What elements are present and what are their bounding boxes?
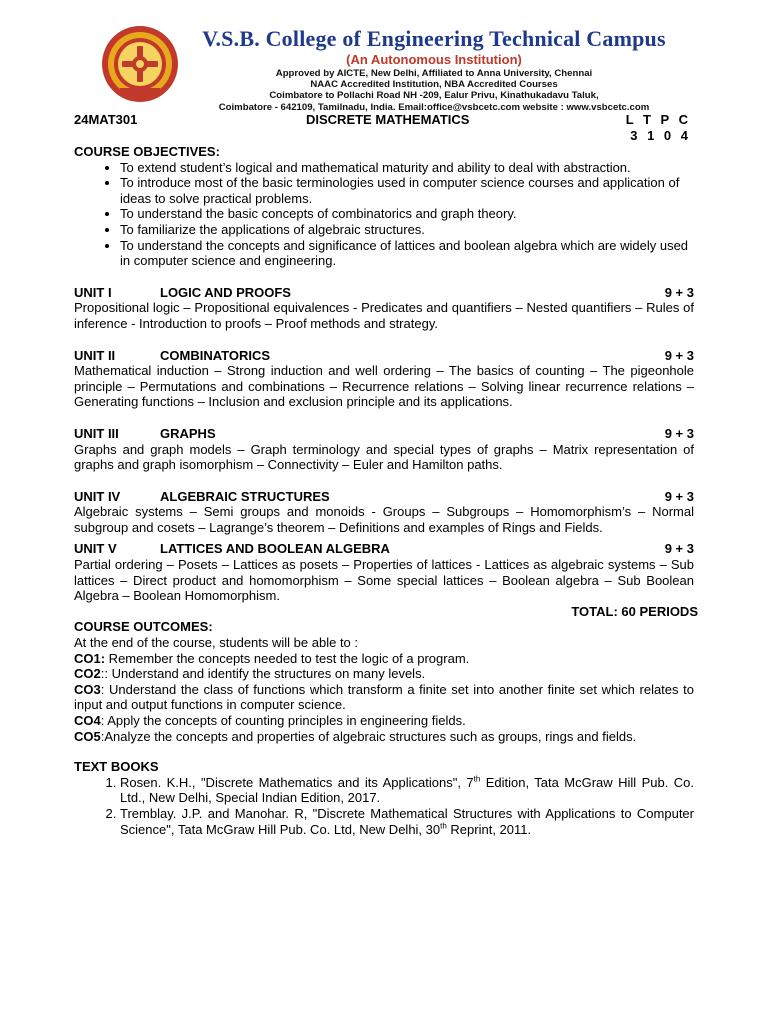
unit-heading xyxy=(74,426,694,442)
unit-hours: 9 + 3 xyxy=(664,541,694,557)
book-text: Tremblay. J.P. and Manohar. R, "Discrete Mathematical Structures with Applications to Computer Science", Tata McGraw Hill Pub. Co. Ltd, New Delhi, 30 xyxy=(120,805,694,837)
objectives-heading: COURSE OBJECTIVES: xyxy=(74,144,220,159)
course-title: DISCRETE MATHEMATICS xyxy=(306,112,470,127)
unit-heading xyxy=(74,541,694,557)
outcome-text: : Understand the class of functions which transform a finite set into another finite set which relates to input and output functions in computer science. xyxy=(74,681,694,713)
outcome-item xyxy=(74,682,694,713)
college-logo xyxy=(100,24,180,104)
list-item: • To understand the basic concepts of combinatorics and graph theory. xyxy=(120,206,694,222)
unit-hours: 9 + 3 xyxy=(664,488,694,504)
unit-number: UNIT I xyxy=(74,284,112,300)
unit-name: ALGEBRAIC STRUCTURES xyxy=(160,488,330,504)
unit-number: UNIT V xyxy=(74,541,117,557)
book-sup: th xyxy=(440,821,447,831)
unit-name: COMBINATORICS xyxy=(160,347,271,363)
unit-number: UNIT IV xyxy=(74,488,121,504)
syllabus-content xyxy=(74,112,698,837)
unit-name: LATTICES AND BOOLEAN ALGEBRA xyxy=(160,541,390,557)
outcome-text: : Apply the concepts of counting principles in engineering fields. xyxy=(100,713,466,728)
list-item xyxy=(120,775,694,806)
course-header-row xyxy=(74,112,694,128)
unit-content: Partial ordering – Posets – Lattices as posets – Properties of lattices - Lattices as algebraic systems – Sub lattices – Direct product and homomorphism – Some special lattices – Boolean algebra – Sub Boolean Algebra – Boolean Homomorphism. xyxy=(74,557,694,604)
outcome-label: CO1: xyxy=(74,650,106,666)
unit-heading xyxy=(74,285,694,301)
ltpc-values: 3 1 0 4 xyxy=(630,128,688,143)
book-text: Rosen. K.H., "Discrete Mathematics and its Applications", 7 xyxy=(120,774,474,790)
header-line: Coimbatore to Pollachi Road NH -209, Ealur Privu, Kinathukadavu Taluk, xyxy=(269,90,599,102)
outcomes-heading: COURSE OUTCOMES: xyxy=(74,619,213,635)
total-periods: TOTAL: 60 PERIODS xyxy=(571,603,698,619)
list-item: • To familiarize the applications of algebraic structures. xyxy=(120,222,694,238)
book-sup: th xyxy=(473,774,481,784)
textbooks-heading: TEXT BOOKS xyxy=(74,759,159,775)
unit-content: Mathematical induction – Strong induction and well ordering – The basics of counting – The pigeonhole principle – Permutations and combinations – Recurrence relations – Solving linear recurrence relations – Generating functions – Inclusion and exclusion principle and its applications. xyxy=(74,363,694,410)
outcome-item xyxy=(74,666,694,682)
list-item: • To understand the concepts and significance of lattices and boolean algebra which are widely used in computer science and engineering. xyxy=(120,238,694,269)
list-item xyxy=(120,806,694,837)
unit-content: Algebraic systems – Semi groups and monoids - Groups – Subgroups – Homomorphism’s – Normal subgroup and cosets – Lagrange’s theorem – Definitions and examples of Rings and Fields. xyxy=(74,504,694,535)
autonomous-tag: (An Autonomous Institution) xyxy=(346,52,522,67)
outcome-text: :Analyze the concepts and properties of algebraic structures such as groups, rings and fields. xyxy=(100,728,637,744)
ltpc-values-row xyxy=(74,128,694,144)
outcome-label: CO5 xyxy=(74,728,101,744)
unit-name: LOGIC AND PROOFS xyxy=(160,284,291,300)
book-text: Edition, Tata McGraw Hill Pub. Co. Ltd., New Delhi, Special Indian Edition, 2017. xyxy=(120,774,694,806)
unit-number: UNIT II xyxy=(74,347,116,363)
unit-content: Propositional logic – Propositional equivalences - Predicates and quantifiers – Nested quantifiers – Rules of inference - Introduction to proofs – Proof methods and strategy. xyxy=(74,300,694,331)
unit-heading xyxy=(74,489,694,505)
unit-hours: 9 + 3 xyxy=(664,347,694,363)
unit-content: Graphs and graph models – Graph terminology and special types of graphs – Matrix representation of graphs and graph isomorphism – Connectivity – Euler and Hamilton paths. xyxy=(74,441,694,473)
outcome-label: CO4 xyxy=(74,713,101,728)
outcome-label: CO3 xyxy=(74,681,101,697)
outcomes-intro: At the end of the course, students will be able to : xyxy=(74,635,359,651)
textbooks-list xyxy=(74,775,694,837)
outcome-item xyxy=(74,651,694,667)
unit-hours: 9 + 3 xyxy=(664,284,694,300)
outcome-text: :: Understand and identify the structures on many levels. xyxy=(100,666,426,682)
outcome-item xyxy=(74,729,694,745)
list-item: • To extend student’s logical and mathematical maturity and ability to deal with abstraction. xyxy=(120,160,694,176)
outcome-label: CO2 xyxy=(74,666,101,682)
college-header xyxy=(96,24,686,113)
ltpc-labels: L T P C xyxy=(625,112,688,127)
unit-number: UNIT III xyxy=(74,425,119,441)
header-line: Approved by AICTE, New Delhi, Affiliated to Anna University, Chennai xyxy=(275,68,593,79)
outcome-text: Remember the concepts needed to test the logic of a program. xyxy=(105,650,470,666)
header-line: Coimbatore - 642109, Tamilnadu, India. Email:office@vsbcetc.com website : www.vsbcetc.com xyxy=(218,101,650,113)
unit-hours: 9 + 3 xyxy=(664,425,694,441)
book-text: Reprint, 2011. xyxy=(446,821,532,837)
unit-name: GRAPHS xyxy=(160,425,216,441)
list-item: • To introduce most of the basic terminologies used in computer science courses and application of ideas to solve practical problems. xyxy=(120,175,694,206)
unit-heading xyxy=(74,348,694,364)
course-code: 24MAT301 xyxy=(74,112,138,127)
objectives-list xyxy=(74,160,694,269)
header-line: NAAC Accredited Institution, NBA Accredited Courses xyxy=(310,79,558,91)
college-name: V.S.B. College of Engineering Technical Campus xyxy=(202,26,666,51)
outcome-item xyxy=(74,713,694,729)
